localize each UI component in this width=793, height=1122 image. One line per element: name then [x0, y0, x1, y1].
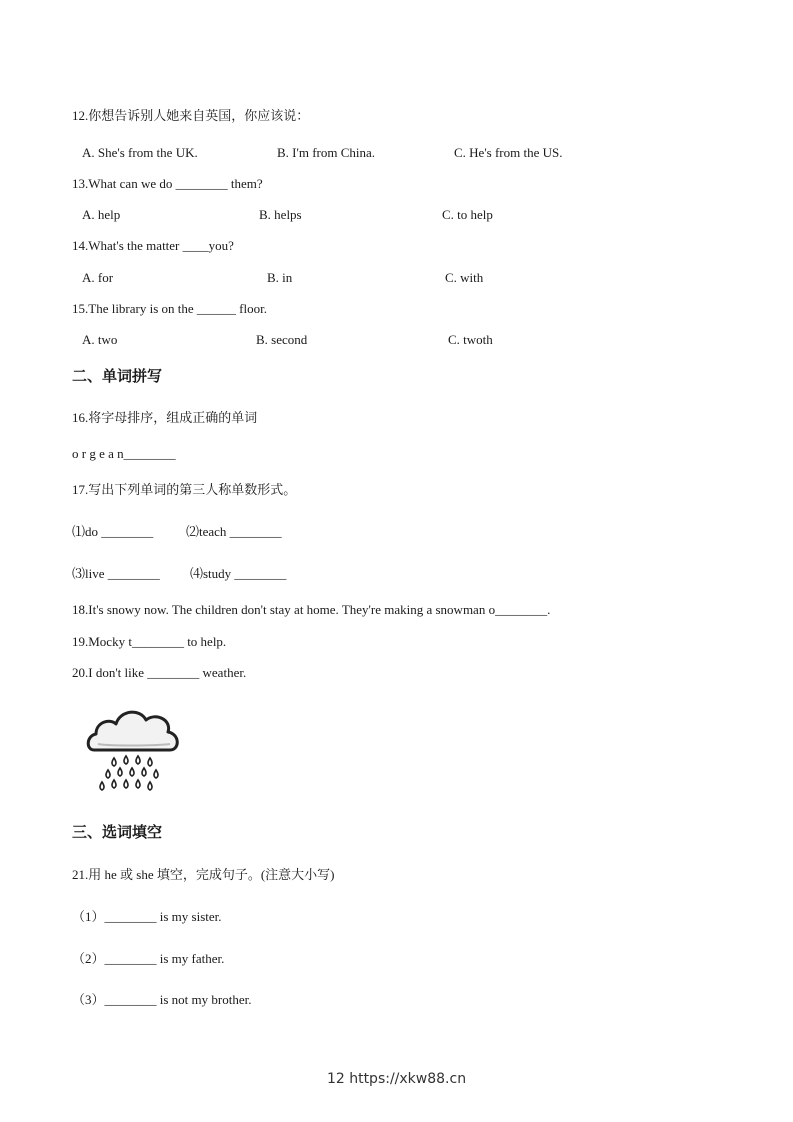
q20-stem: 20.I don't like ________ weather. [72, 665, 247, 680]
page-footer: 12 https://xkw88.cn [326, 1071, 467, 1087]
q19-stem: 19.Mocky t________ to help. [72, 634, 227, 649]
q15-option-b: B. second [256, 332, 308, 347]
q17-part-1: ⑴do ________ [72, 524, 154, 539]
raindrops [100, 756, 158, 790]
q12-option-a: A. She's from the UK. [82, 145, 198, 160]
q13-stem: 13.What can we do ________ them? [72, 176, 263, 191]
section-3-heading: 三、选词填空 [72, 823, 163, 841]
section-2-heading: 二、单词拼写 [72, 367, 163, 385]
q15-stem: 15.The library is on the ______ floor. [72, 301, 267, 316]
q21-sentence-1: （1）________ is my sister. [72, 909, 222, 924]
q15-option-a: A. two [82, 332, 118, 347]
q12-stem: 12.你想告诉别人她来自英国，你应该说： [72, 108, 310, 123]
q14-option-b: B. in [267, 270, 293, 285]
q15-option-c: C. twoth [448, 332, 493, 347]
q21-sentence-2: （2）________ is my father. [72, 951, 225, 966]
q21-stem: 21.用 he 或 she 填空，完成句子。(注意大小写) [72, 867, 335, 882]
q12-option-b: B. I'm from China. [277, 145, 376, 160]
q13-option-a: A. help [82, 207, 121, 222]
q16-stem: 16.将字母排序，组成正确的单词 [72, 410, 258, 425]
q16-letters: o r g e a n________ [72, 446, 176, 461]
q17-part-4: ⑷study ________ [190, 566, 287, 581]
rain-cloud-icon [84, 700, 184, 800]
q14-option-a: A. for [82, 270, 114, 285]
q17-stem: 17.写出下列单词的第三人称单数形式。 [72, 482, 297, 497]
q13-option-b: B. helps [259, 207, 302, 222]
q17-part-2: ⑵teach ________ [186, 524, 282, 539]
q17-part-3: ⑶live ________ [72, 566, 160, 581]
q14-stem: 14.What's the matter ____you? [72, 238, 234, 253]
q12-option-c: C. He's from the US. [454, 145, 563, 160]
q21-sentence-3: （3）________ is not my brother. [72, 992, 252, 1007]
q14-option-c: C. with [445, 270, 484, 285]
q18-stem: 18.It's snowy now. The children don't stay at home. They're making a snowman o________. [72, 602, 551, 617]
q13-option-c: C. to help [442, 207, 493, 222]
